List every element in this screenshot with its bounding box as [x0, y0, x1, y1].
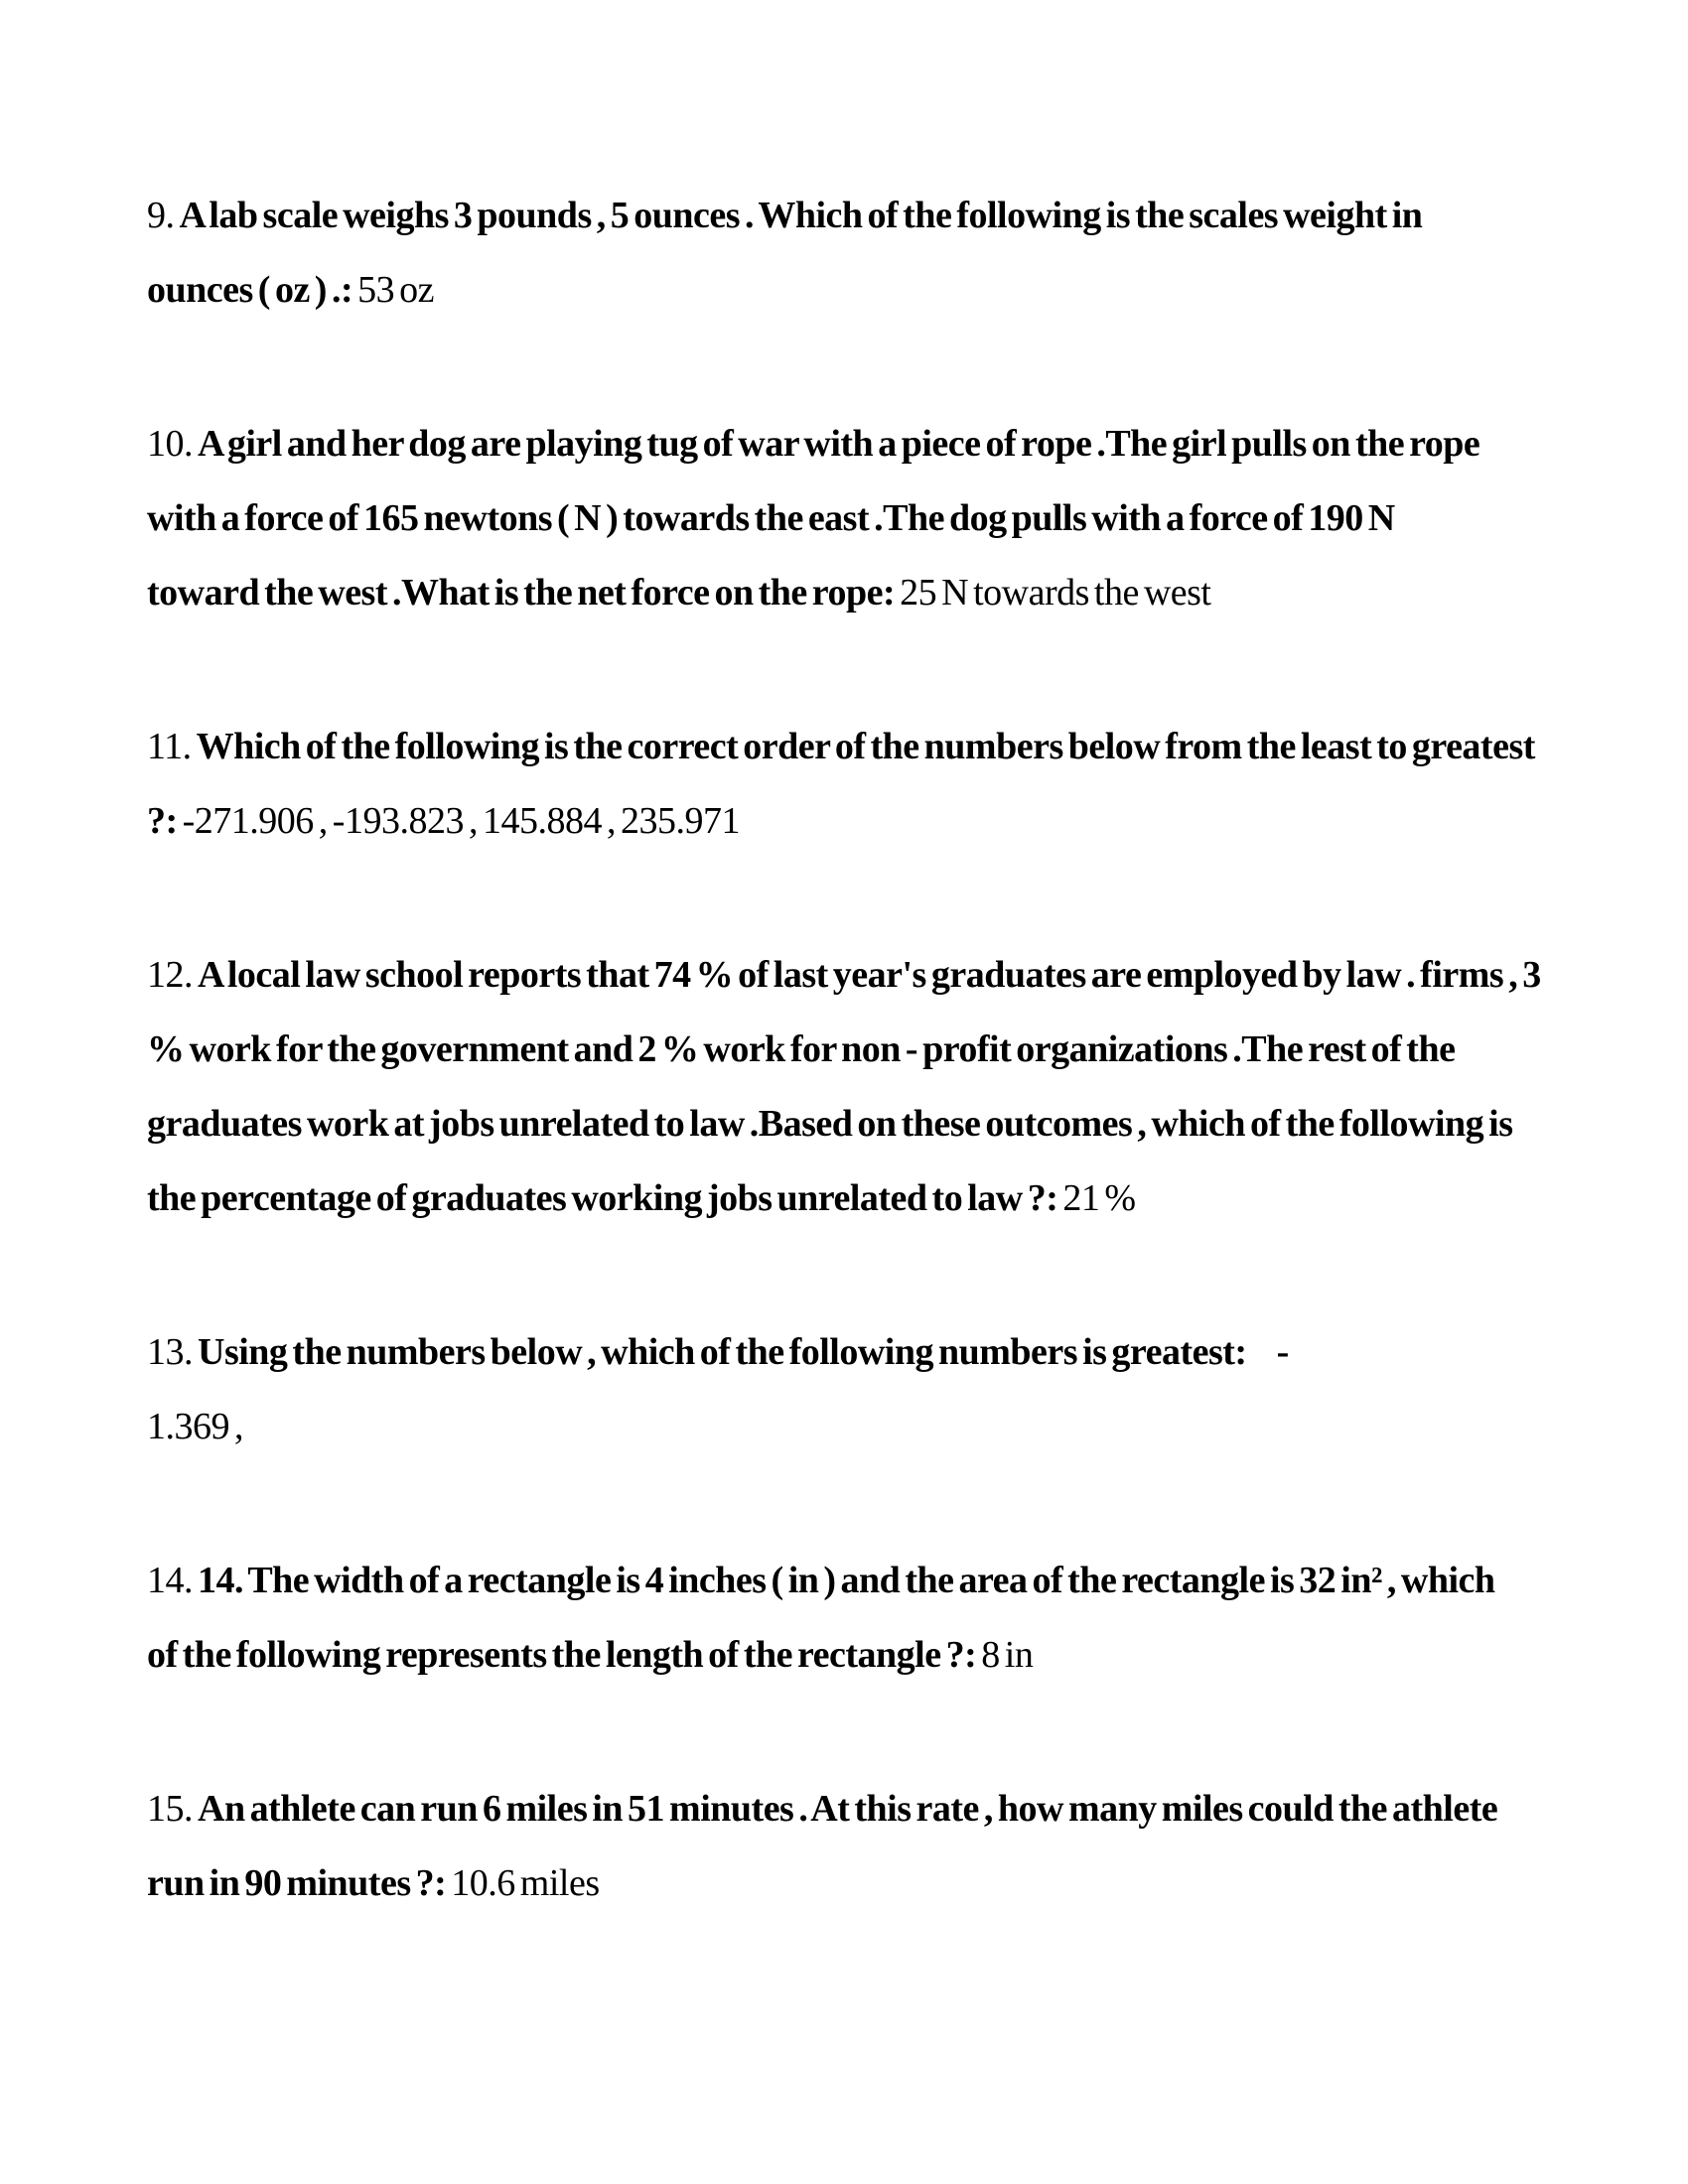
- answer-text: 53 oz: [357, 269, 434, 311]
- question-text: % work for the government and 2 % work for non - profit organizations .The rest of the: [147, 1028, 1456, 1070]
- question-paragraph-question-12: [147, 938, 1549, 1236]
- question-text: ounces ( oz ) .:: [147, 269, 358, 311]
- question-line: [147, 938, 1549, 1013]
- question-paragraph-question-9: [147, 179, 1549, 328]
- answer-text: 25 N towards the west: [900, 572, 1211, 614]
- question-paragraph-question-14: [147, 1544, 1549, 1693]
- question-number: 12.: [147, 954, 198, 996]
- question-line: [147, 1315, 1549, 1390]
- question-number: 15.: [147, 1788, 198, 1830]
- answer-text: 8 in: [981, 1634, 1034, 1676]
- question-line: [147, 1772, 1549, 1846]
- question-line: [147, 784, 1549, 859]
- question-paragraph-question-11: [147, 710, 1549, 859]
- answer-text: 10.6 miles: [451, 1862, 600, 1904]
- question-text: with a force of 165 newtons ( N ) towards the east .The dog pulls with a force of 190 N: [147, 497, 1395, 539]
- question-paragraph-question-13: [147, 1315, 1549, 1464]
- question-line: [147, 179, 1549, 253]
- question-line: [147, 1087, 1549, 1161]
- question-line: [147, 1846, 1549, 1921]
- question-paragraph-question-15: [147, 1772, 1549, 1921]
- question-text: A local law school reports that 74 % of last year's graduates are employed by law . firms , 3: [198, 954, 1541, 996]
- question-text: run in 90 minutes ?:: [147, 1862, 452, 1904]
- question-text: Using the numbers below , which of the following numbers is greatest: -: [198, 1331, 1289, 1373]
- question-line: [147, 1013, 1549, 1087]
- answer-text: -271.906 , -193.823 , 145.884 , 235.971: [182, 800, 740, 842]
- question-text: of the following represents the length of the rectangle ?:: [147, 1634, 982, 1676]
- question-text: A lab scale weighs 3 pounds , 5 ounces . Which of the following is the scales weight in: [179, 195, 1423, 236]
- question-line: [147, 253, 1549, 328]
- question-line: [147, 710, 1549, 784]
- question-line: [147, 407, 1549, 481]
- question-number: 14.: [147, 1560, 198, 1601]
- question-number: 9.: [147, 195, 180, 236]
- question-line: [147, 1544, 1549, 1618]
- question-number: 13.: [147, 1331, 198, 1373]
- question-line: [147, 1618, 1549, 1693]
- question-text: toward the west .What is the net force on the rope:: [147, 572, 901, 614]
- question-text: A girl and her dog are playing tug of war with a piece of rope .The girl pulls on the rope: [198, 423, 1480, 465]
- question-text: the percentage of graduates working jobs unrelated to law ?:: [147, 1177, 1063, 1219]
- question-line: [147, 481, 1549, 556]
- question-number: 11.: [147, 726, 197, 767]
- question-text: An athlete can run 6 miles in 51 minutes . At this rate , how many miles could the athlete: [198, 1788, 1498, 1830]
- question-line: [147, 1161, 1549, 1236]
- question-line: [147, 1390, 1549, 1464]
- question-number: 10.: [147, 423, 198, 465]
- answer-text: 1.369 ,: [147, 1406, 243, 1447]
- question-paragraph-question-10: [147, 407, 1549, 630]
- question-line: [147, 556, 1549, 630]
- question-text: ?:: [147, 800, 183, 842]
- answer-text: 21 %: [1062, 1177, 1136, 1219]
- question-text: 14. The width of a rectangle is 4 inches ( in ) and the area of the rectangle is 32 in² , which: [198, 1560, 1495, 1601]
- question-text: Which of the following is the correct order of the numbers below from the least to greatest: [196, 726, 1535, 767]
- question-text: graduates work at jobs unrelated to law .Based on these outcomes , which of the following is: [147, 1103, 1513, 1145]
